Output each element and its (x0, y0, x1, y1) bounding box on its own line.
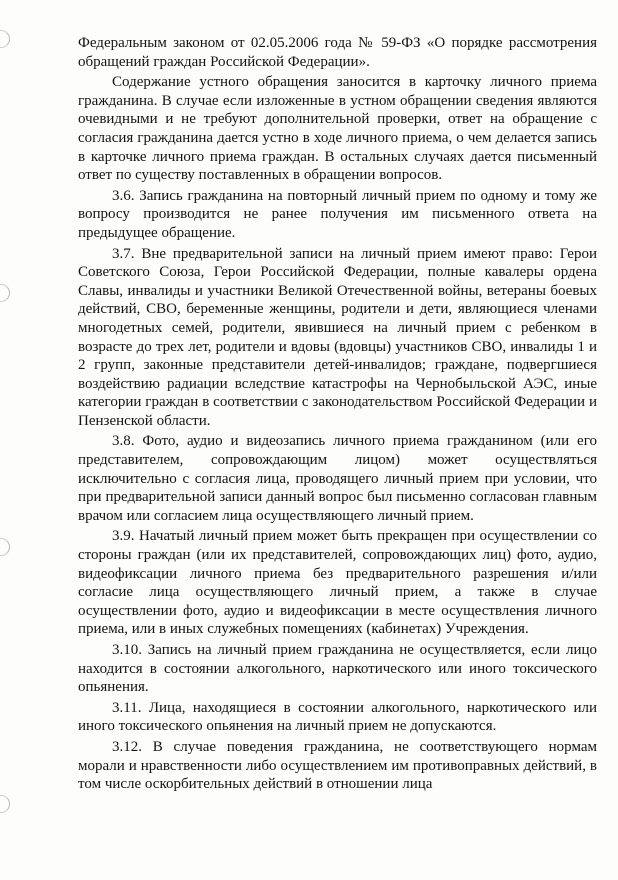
paragraph-3-6: 3.6. Запись гражданина на повторный личный прием по одному и тому же вопросу производится не ранее получения им письменного ответа на предыдущее обращение. (78, 187, 597, 241)
paragraph-3-9: 3.9. Начатый личный прием может быть прекращен при осуществлении со стороны граждан (или их представителей, сопровождающих лиц) фото, аудио, видеофиксации личного приема без предварительного разрешения и/или согласие лица осуществляющего личный прием, а также в случае осуществлении фото, аудио и видеофиксации в месте осуществления личного приема, или в иных служебных помещениях (кабинетах) Учреждения. (78, 528, 597, 638)
paragraph-oral-appeal: Содержание устного обращения заносится в карточку личного приема гражданина. В случае если изложенные в устном обращении сведения являются очевидными и не требуют дополнительной проверки, ответ на обращение с согласия гражданина дается устно в ходе личного приема, о чем делается запись в карточке личного приема граждан. В остальных случаях дается письменный ответ по существу поставленных в обращении вопросов. (78, 74, 597, 184)
binder-hole-mark (0, 795, 10, 813)
paragraph-3-11: 3.11. Лица, находящиеся в состоянии алкогольного, наркотического или иного токсического опьянения на личный прием не допускаются. (78, 699, 597, 735)
binder-hole-mark (0, 538, 10, 556)
paragraph-3-10: 3.10. Запись на личный прием гражданина не осуществляется, если лицо находится в состоянии алкогольного, наркотического или иного токсического опьянения. (78, 642, 597, 696)
paragraph-3-7: 3.7. Вне предварительной записи на личный прием имеют право: Герои Советского Союза, Герои Российской Федерации, полные кавалеры ордена Славы, инвалиды и участники Великой Отечественной войны, ветераны боевых действий, СВО, беременные женщины, родители и дети, являющиеся членами многодетных семей, родители, явившиеся на личный прием с ребенком в возрасте до трех лет, родители и вдовы (вдовцы) участников СВО, инвалиды 1 и 2 групп, законные представители детей-инвалидов; граждане, подвергшиеся воздействию радиации вследствие катастрофы на Чернобыльской АЭС, иные категории граждан в соответствии с законодательством Российской Федерации и Пензенской области. (78, 245, 597, 429)
paragraph-3-12: 3.12. В случае поведения гражданина, не соответствующего нормам морали и нравственности либо осуществлением им противоправных действий, в том числе оскорбительных действий в отношении лица (78, 738, 597, 793)
paragraph-law-reference: Федеральным законом от 02.05.2006 года № 59-ФЗ «О порядке рассмотрения обращений граждан Российской Федерации». (78, 35, 597, 70)
paragraph-3-8: 3.8. Фото, аудио и видеозапись личного приема гражданином (или его представителем, сопровождающим лицом) может осуществляться исключительно с согласия лица, проводящего личный прием при условии, что при предварительной записи данный вопрос был письменно согласован главным врачом или согласием лица осуществляющего личный прием. (78, 433, 597, 524)
document-body (78, 34, 597, 796)
binder-hole-mark (0, 284, 10, 302)
binder-hole-mark (0, 30, 10, 48)
